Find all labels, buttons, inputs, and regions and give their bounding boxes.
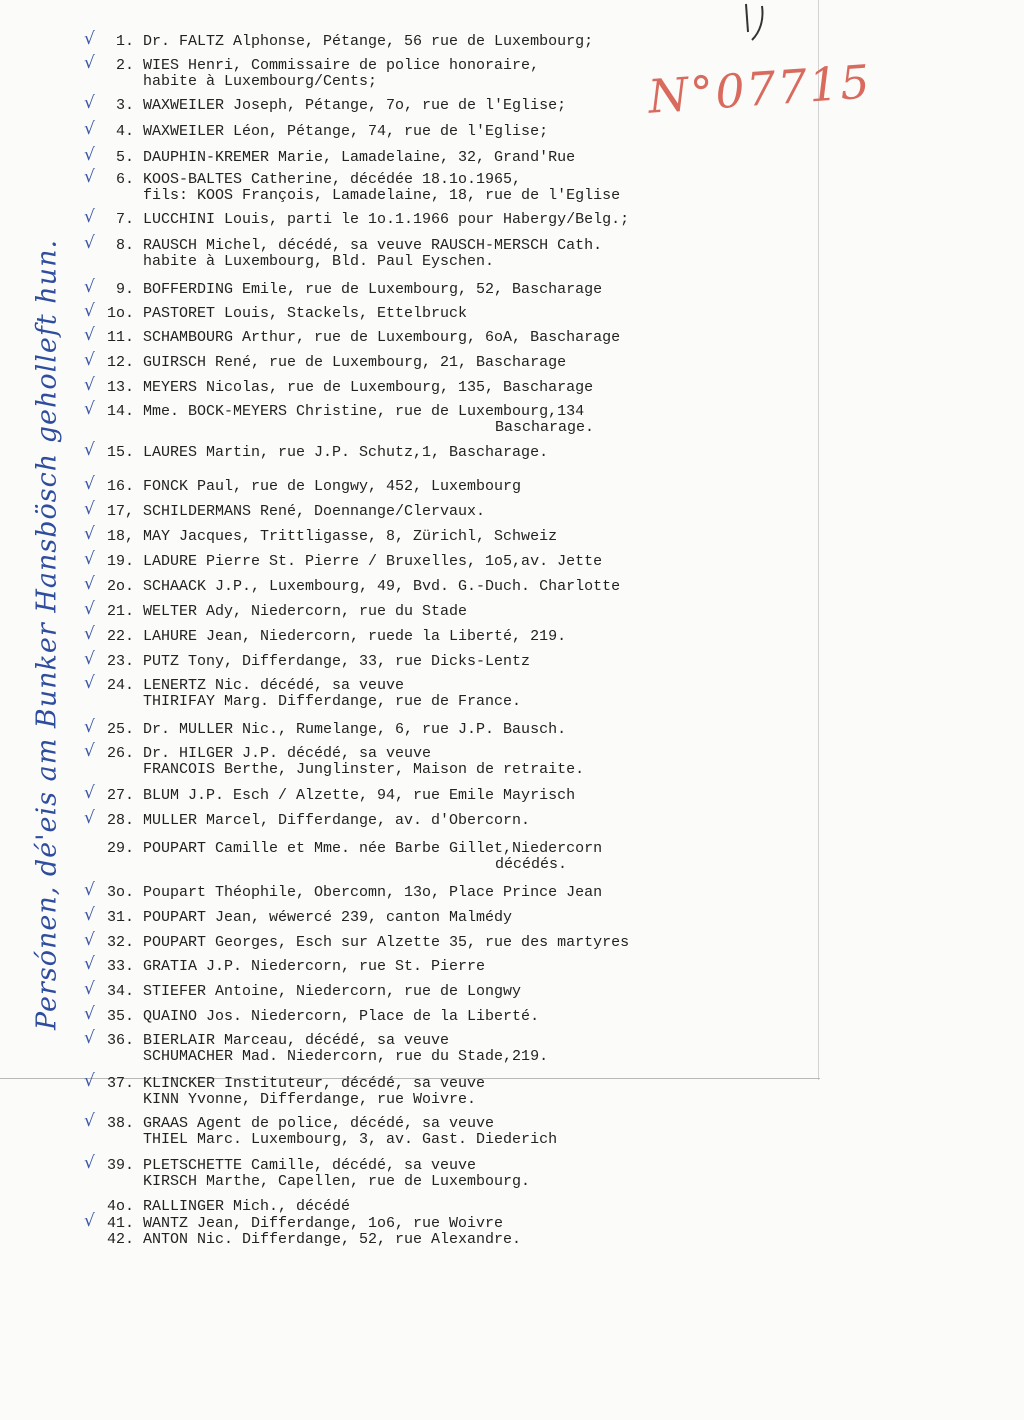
entry-number: 22. xyxy=(106,628,134,645)
check-mark-icon: √ xyxy=(84,880,95,900)
entry-number: 8. xyxy=(115,237,134,254)
list-item xyxy=(0,905,820,927)
check-mark-icon: √ xyxy=(84,1153,95,1173)
entry-text: Dr. HILGER J.P. décédé, sa veuve xyxy=(143,745,432,762)
check-mark-icon: √ xyxy=(84,167,95,187)
entry-text: BIERLAIR Marceau, décédé, sa veuve xyxy=(143,1032,450,1049)
list-item xyxy=(0,624,820,646)
list-item xyxy=(0,524,820,546)
check-mark-icon: √ xyxy=(84,649,95,669)
list-item xyxy=(0,574,820,596)
check-mark-icon: √ xyxy=(84,979,95,999)
list-item xyxy=(0,474,820,496)
entry-number: 12. xyxy=(106,354,134,371)
entry-text: Mme. BOCK-MEYERS Christine, rue de Luxembourg,134 xyxy=(143,403,585,420)
entry-text: QUAINO Jos. Niedercorn, Place de la Liberté. xyxy=(143,1008,540,1025)
entry-number: 17, xyxy=(106,503,134,520)
entry-number: 2. xyxy=(115,57,134,74)
entry-number: 3. xyxy=(115,97,134,114)
entry-text: ANTON Nic. Differdange, 52, rue Alexandre. xyxy=(143,1231,522,1248)
entry-text-continued: fils: KOOS François, Lamadelaine, 18, rue de l'Eglise xyxy=(143,187,621,204)
check-mark-icon: √ xyxy=(84,624,95,644)
entry-text: POUPART Jean, wéwercé 239, canton Malmédy xyxy=(143,909,513,926)
entry-text: WAXWEILER Joseph, Pétange, 7o, rue de l'Eglise; xyxy=(143,97,567,114)
entry-text: WELTER Ady, Niedercorn, rue du Stade xyxy=(143,603,468,620)
entry-text: Poupart Théophile, Obercomn, 13o, Place Prince Jean xyxy=(143,884,603,901)
list-item xyxy=(0,549,820,571)
archive-stamp-number: N°07715 xyxy=(646,54,874,124)
entry-number: 33. xyxy=(106,958,134,975)
list-item xyxy=(0,29,820,51)
entry-text: POUPART Georges, Esch sur Alzette 35, rue des martyres xyxy=(143,934,630,951)
list-item xyxy=(0,808,820,830)
entry-number: 15. xyxy=(106,444,134,461)
check-mark-icon: √ xyxy=(84,783,95,803)
entry-text: LAURES Martin, rue J.P. Schutz,1, Bascharage. xyxy=(143,444,549,461)
entry-text-continued: habite à Luxembourg, Bld. Paul Eyschen. xyxy=(143,253,495,270)
entry-number: 21. xyxy=(106,603,134,620)
entry-number: 29. xyxy=(106,840,134,857)
entry-text: RAUSCH Michel, décédé, sa veuve RAUSCH-MERSCH Cath. xyxy=(143,237,603,254)
check-mark-icon: √ xyxy=(84,1028,95,1048)
check-mark-icon: √ xyxy=(84,145,95,165)
entry-number: 38. xyxy=(106,1115,134,1132)
entry-number: 24. xyxy=(106,677,134,694)
check-mark-icon: √ xyxy=(84,599,95,619)
entry-number: 13. xyxy=(106,379,134,396)
list-item xyxy=(0,119,820,141)
check-mark-icon: √ xyxy=(84,673,95,693)
check-mark-icon: √ xyxy=(84,574,95,594)
entry-text-continued: THIRIFAY Marg. Differdange, rue de France. xyxy=(143,693,522,710)
entry-number: 1o. xyxy=(106,305,134,322)
entry-number: 34. xyxy=(106,983,134,1000)
entry-number: 3o. xyxy=(106,884,134,901)
entry-number: 26. xyxy=(106,745,134,762)
entry-number: 5. xyxy=(115,149,134,166)
entry-number: 1. xyxy=(115,33,134,50)
entry-text: GRATIA J.P. Niedercorn, rue St. Pierre xyxy=(143,958,486,975)
entry-number: 41. xyxy=(106,1215,134,1232)
check-mark-icon: √ xyxy=(84,954,95,974)
entry-text: LUCCHINI Louis, parti le 1o.1.1966 pour Habergy/Belg.; xyxy=(143,211,630,228)
check-mark-icon: √ xyxy=(84,440,95,460)
entry-text: WIES Henri, Commissaire de police honoraire, xyxy=(143,57,540,74)
entry-number: 39. xyxy=(106,1157,134,1174)
check-mark-icon: √ xyxy=(84,207,95,227)
list-item xyxy=(0,1071,820,1110)
entry-number: 42. xyxy=(106,1231,134,1248)
list-item xyxy=(0,207,820,229)
list-item xyxy=(0,499,820,521)
list-item xyxy=(0,375,820,397)
list-item xyxy=(0,233,820,272)
entry-text: LADURE Pierre St. Pierre / Bruxelles, 1o5,av. Jette xyxy=(143,553,603,570)
entry-text-continued: habite à Luxembourg/Cents; xyxy=(143,73,378,90)
entry-text: PUTZ Tony, Differdange, 33, rue Dicks-Lentz xyxy=(143,653,531,670)
list-item xyxy=(0,350,820,372)
entry-text-continued: Bascharage. xyxy=(495,419,595,436)
entry-number: 18, xyxy=(106,528,134,545)
entry-number: 11. xyxy=(106,329,134,346)
check-mark-icon: √ xyxy=(84,717,95,737)
check-mark-icon: √ xyxy=(84,233,95,253)
entry-text-continued: THIEL Marc. Luxembourg, 3, av. Gast. Diederich xyxy=(143,1131,558,1148)
list-item xyxy=(0,277,820,299)
entry-number: 6. xyxy=(115,171,134,188)
entry-number: 27. xyxy=(106,787,134,804)
check-mark-icon: √ xyxy=(84,301,95,321)
entry-text: SCHAACK J.P., Luxembourg, 49, Bvd. G.-Duch. Charlotte xyxy=(143,578,621,595)
entry-number: 4. xyxy=(115,123,134,140)
list-item xyxy=(0,93,820,115)
check-mark-icon: √ xyxy=(84,741,95,761)
list-item xyxy=(0,399,820,438)
entry-text: SCHILDERMANS René, Doennange/Clervaux. xyxy=(143,503,486,520)
check-mark-icon: √ xyxy=(84,1071,95,1091)
entry-number: 2o. xyxy=(106,578,134,595)
list-item xyxy=(0,1111,820,1150)
entry-text: WAXWEILER Léon, Pétange, 74, rue de l'Eglise; xyxy=(143,123,549,140)
check-mark-icon: √ xyxy=(84,277,95,297)
list-item xyxy=(0,741,820,780)
entry-number: 36. xyxy=(106,1032,134,1049)
check-mark-icon: √ xyxy=(84,53,95,73)
list-item xyxy=(0,954,820,976)
entry-text: STIEFER Antoine, Niedercorn, rue de Longwy xyxy=(143,983,522,1000)
entry-text-continued: décédés. xyxy=(495,856,568,873)
entry-text: PLETSCHETTE Camille, décédé, sa veuve xyxy=(143,1157,477,1174)
check-mark-icon: √ xyxy=(84,499,95,519)
check-mark-icon: √ xyxy=(84,930,95,950)
list-item xyxy=(0,717,820,739)
entry-number: 37. xyxy=(106,1075,134,1092)
entry-text: MULLER Marcel, Differdange, av. d'Obercorn. xyxy=(143,812,531,829)
list-item xyxy=(0,301,820,323)
list-item xyxy=(0,53,820,92)
entry-text: KOOS-BALTES Catherine, décédée 18.1o.1965, xyxy=(143,171,522,188)
list-item xyxy=(0,440,820,462)
entry-number: 9. xyxy=(115,281,134,298)
check-mark-icon: √ xyxy=(84,325,95,345)
list-item xyxy=(0,673,820,712)
entry-text: MAY Jacques, Trittligasse, 8, Zürichl, Schweiz xyxy=(143,528,558,545)
entry-number: 14. xyxy=(106,403,134,420)
check-mark-icon: √ xyxy=(84,350,95,370)
check-mark-icon: √ xyxy=(84,905,95,925)
entry-text: GUIRSCH René, rue de Luxembourg, 21, Bascharage xyxy=(143,354,567,371)
entry-number: 23. xyxy=(106,653,134,670)
entry-text: WANTZ Jean, Differdange, 1o6, rue Woivre xyxy=(143,1215,504,1232)
check-mark-icon: √ xyxy=(84,549,95,569)
list-item xyxy=(0,1199,820,1216)
entry-text: BOFFERDING Emile, rue de Luxembourg, 52, Bascharage xyxy=(143,281,603,298)
entry-text: DAUPHIN-KREMER Marie, Lamadelaine, 32, Grand'Rue xyxy=(143,149,576,166)
list-item xyxy=(0,880,820,902)
entry-number: 28. xyxy=(106,812,134,829)
list-item xyxy=(0,841,820,875)
list-item xyxy=(0,783,820,805)
entry-number: 32. xyxy=(106,934,134,951)
entry-text: KLINCKER Instituteur, décédé, sa veuve xyxy=(143,1075,486,1092)
check-mark-icon: √ xyxy=(84,29,95,49)
entry-text: GRAAS Agent de police, décédé, sa veuve xyxy=(143,1115,495,1132)
entry-number: 19. xyxy=(106,553,134,570)
check-mark-icon: √ xyxy=(84,1111,95,1131)
entry-text-continued: FRANCOIS Berthe, Junglinster, Maison de retraite. xyxy=(143,761,585,778)
check-mark-icon: √ xyxy=(84,93,95,113)
check-mark-icon: √ xyxy=(84,808,95,828)
margin-note-text: Persónen, dé'eis am Bunker Hansbösch geholleft hun. xyxy=(31,238,63,1030)
list-item xyxy=(0,979,820,1001)
entry-text: POUPART Camille et Mme. née Barbe Gillet,Niedercorn xyxy=(143,840,603,857)
entry-text: BLUM J.P. Esch / Alzette, 94, rue Emile Mayrisch xyxy=(143,787,576,804)
list-item xyxy=(0,167,820,206)
list-item xyxy=(0,325,820,347)
entry-text: LAHURE Jean, Niedercorn, ruede la Liberté, 219. xyxy=(143,628,567,645)
list-item xyxy=(0,1232,820,1249)
entry-number: 25. xyxy=(106,721,134,738)
check-mark-icon: √ xyxy=(84,375,95,395)
entry-text: LENERTZ Nic. décédé, sa veuve xyxy=(143,677,405,694)
list-item xyxy=(0,930,820,952)
entry-number: 35. xyxy=(106,1008,134,1025)
check-mark-icon: √ xyxy=(84,524,95,544)
entry-text: MEYERS Nicolas, rue de Luxembourg, 135, Bascharage xyxy=(143,379,594,396)
entry-number: 16. xyxy=(106,478,134,495)
list-item xyxy=(0,599,820,621)
list-item xyxy=(0,1153,820,1192)
entry-number: 4o. xyxy=(106,1198,134,1215)
check-mark-icon: √ xyxy=(84,119,95,139)
entry-text: FONCK Paul, rue de Longwy, 452, Luxembourg xyxy=(143,478,522,495)
check-mark-icon: √ xyxy=(84,399,95,419)
entry-number: 7. xyxy=(115,211,134,228)
list-item xyxy=(0,145,820,167)
entry-text-continued: SCHUMACHER Mad. Niedercorn, rue du Stade,219. xyxy=(143,1048,549,1065)
entry-text-continued: KIRSCH Marthe, Capellen, rue de Luxembourg. xyxy=(143,1173,531,1190)
entry-text: RALLINGER Mich., décédé xyxy=(143,1198,351,1215)
entry-text: SCHAMBOURG Arthur, rue de Luxembourg, 6oA, Bascharage xyxy=(143,329,621,346)
entry-text-continued: KINN Yvonne, Differdange, rue Woivre. xyxy=(143,1091,477,1108)
list-item xyxy=(0,1028,820,1067)
check-mark-icon: √ xyxy=(84,474,95,494)
check-mark-icon: √ xyxy=(84,1004,95,1024)
list-item xyxy=(0,649,820,671)
check-mark-icon: √ xyxy=(84,1211,95,1231)
entry-number: 31. xyxy=(106,909,134,926)
entry-text: Dr. MULLER Nic., Rumelange, 6, rue J.P. Bausch. xyxy=(143,721,567,738)
list-item xyxy=(0,1004,820,1026)
entry-text: Dr. FALTZ Alphonse, Pétange, 56 rue de Luxembourg; xyxy=(143,33,594,50)
entry-text: PASTORET Louis, Stackels, Ettelbruck xyxy=(143,305,468,322)
